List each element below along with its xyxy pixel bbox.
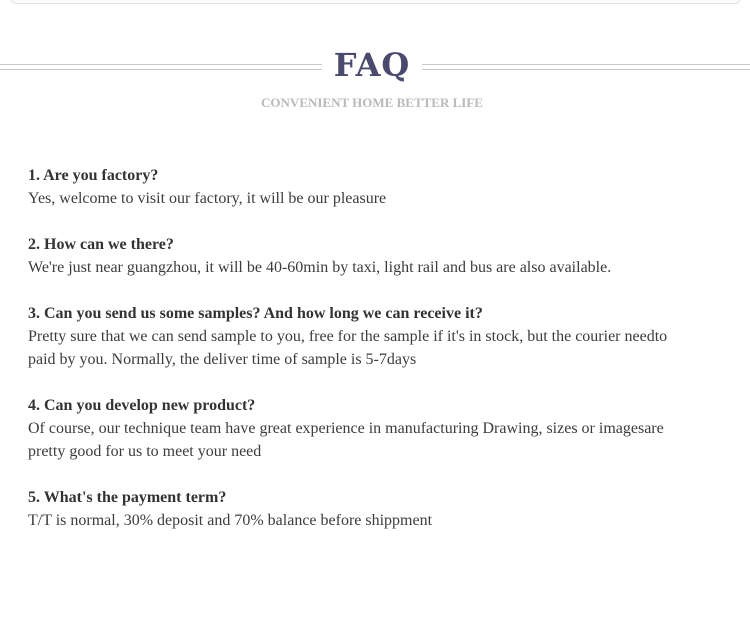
faq-answer: Of course, our technique team have great experience in manufacturing Drawing, sizes or imagesare pretty good for us to meet your need: [28, 420, 664, 460]
faq-answer: Pretty sure that we can send sample to you, free for the sample if it's in stock, but the courier needto paid by you. Normally, the deliver time of sample is 5-7days: [28, 328, 668, 368]
faq-question: 3. Can you send us some samples? And how long we can receive it?: [28, 305, 483, 322]
faq-question: 1. Are you factory?: [28, 167, 159, 184]
faq-answer: We're just near guangzhou, it will be 40-60min by taxi, light rail and bus are also available.: [28, 259, 612, 276]
header-divider-right: [422, 64, 750, 70]
faq-item: [28, 394, 728, 463]
page-title: FAQ: [333, 46, 411, 84]
faq-header: [0, 40, 750, 120]
faq-item: [28, 486, 728, 532]
faq-answer: T/T is normal, 30% deposit and 70% balance before shippment: [28, 512, 433, 529]
faq-item: [28, 164, 728, 210]
faq-question: 4. Can you develop new product?: [28, 397, 256, 414]
top-panel-edge: [10, 0, 741, 4]
faq-item: [28, 233, 728, 279]
faq-answer: Yes, welcome to visit our factory, it will be our pleasure: [28, 190, 387, 207]
faq-question: 5. What's the payment term?: [28, 489, 227, 506]
page-subtitle: CONVENIENT HOME BETTER LIFE: [261, 95, 483, 110]
faq-question: 2. How can we there?: [28, 236, 174, 253]
faq-list: [28, 164, 728, 555]
faq-item: [28, 302, 728, 371]
header-divider-left: [0, 64, 322, 70]
